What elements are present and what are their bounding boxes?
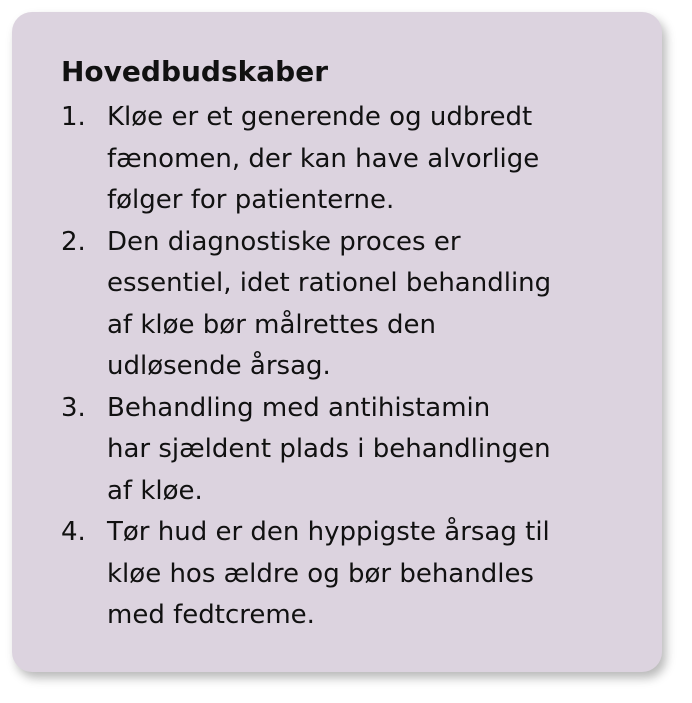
item-number: 4. xyxy=(61,517,86,547)
list-item xyxy=(61,97,662,222)
list-item xyxy=(61,512,662,637)
box-title: Hovedbudskaber xyxy=(61,55,328,88)
item-text: Tør hud er den hyppigste årsag til kløe hos ældre og bør behandles med fedtcreme. xyxy=(107,517,550,630)
item-number: 3. xyxy=(61,392,86,423)
key-messages-box xyxy=(12,12,662,672)
list-item xyxy=(61,222,662,388)
item-text: Kløe er et generende og udbredt fænomen, der kan have alvorlige følger for patienterne. xyxy=(107,102,540,215)
item-number: 1. xyxy=(61,102,86,132)
item-text: Den diagnostiske proces er essentiel, idet rationel behandling af kløe bør målrettes den udløsende årsag. xyxy=(107,226,552,381)
key-messages-list xyxy=(61,97,662,637)
item-number: 2. xyxy=(61,226,86,257)
list-item xyxy=(61,388,662,513)
item-text: Behandling med antihistamin har sjældent plads i behandlingen af kløe. xyxy=(107,392,551,506)
